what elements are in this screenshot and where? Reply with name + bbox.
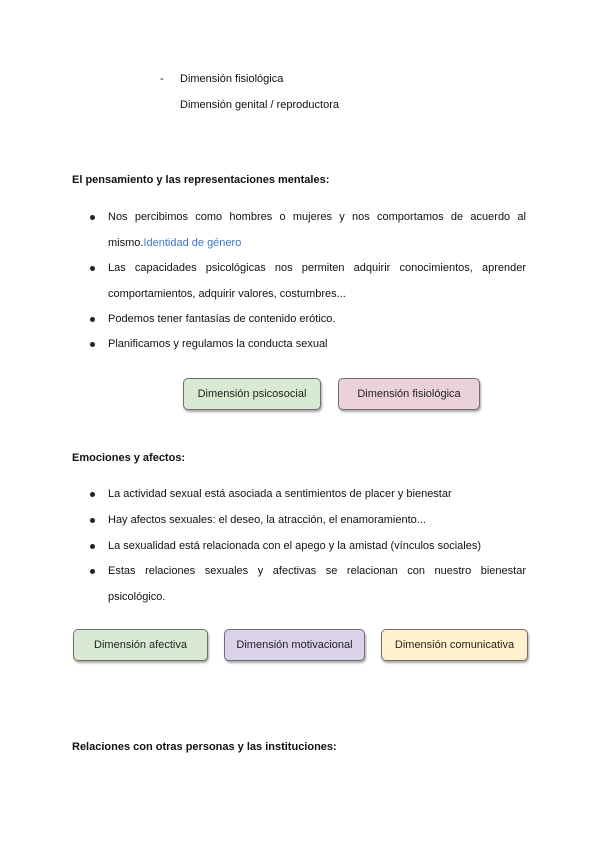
list-dash: - [160,73,164,85]
list-item-genital: Dimensión genital / reproductora [180,99,339,111]
bullet-icon [90,544,95,549]
box-label: Dimensión fisiológica [357,388,461,400]
box-dimension-psicosocial [183,378,321,410]
bullet-icon [90,342,95,347]
box-dimension-motivacional [224,629,365,661]
bullet-icon [90,518,95,523]
bullet-text: Las capacidades psicológicas nos permiten adquirir conocimientos, aprender [108,262,526,274]
bullet-text: Planificamos y regulamos la conducta sexual [108,338,328,350]
bullet-text: Estas relaciones sexuales y afectivas se relacionan con nuestro bienestar [108,565,526,577]
bullet-text-continued [108,236,241,250]
bullet-text: La sexualidad está relacionada con el apego y la amistad (vínculos sociales) [108,540,481,552]
bullet-icon [90,266,95,271]
bullet-text: Nos percibimos como hombres o mujeres y nos comportamos de acuerdo al [108,211,526,223]
bullet-text-prefix: mismo. [108,237,144,249]
box-label: Dimensión afectiva [94,639,187,651]
bullet-text-continued: comportamientos, adquirir valores, costumbres... [108,288,346,300]
box-label: Dimensión comunicativa [394,639,515,651]
bullet-icon [90,569,95,574]
bullet-text-continued: psicológico. [108,591,166,603]
section-heading-pensamiento: El pensamiento y las representaciones mentales: [72,174,330,186]
box-dimension-afectiva [73,629,208,661]
box-dimension-fisiologica [338,378,480,410]
bullet-icon [90,317,95,322]
bullet-text: La actividad sexual está asociada a sentimientos de placer y bienestar [108,488,452,500]
bullet-icon [90,215,95,220]
section-heading-relaciones: Relaciones con otras personas y las instituciones: [72,741,337,753]
box-label: Dimensión psicosocial [197,388,307,400]
box-label: Dimensión motivacional [236,639,353,651]
identidad-genero-link[interactable]: Identidad de género [143,237,242,249]
bullet-text: Podemos tener fantasías de contenido erótico. [108,313,336,325]
bullet-text: Hay afectos sexuales: el deseo, la atracción, el enamoramiento... [108,514,426,526]
list-item-fisiologica: Dimensión fisiológica [180,73,284,85]
section-heading-emociones: Emociones y afectos: [72,452,186,464]
bullet-icon [90,492,95,497]
box-dimension-comunicativa [381,629,528,661]
